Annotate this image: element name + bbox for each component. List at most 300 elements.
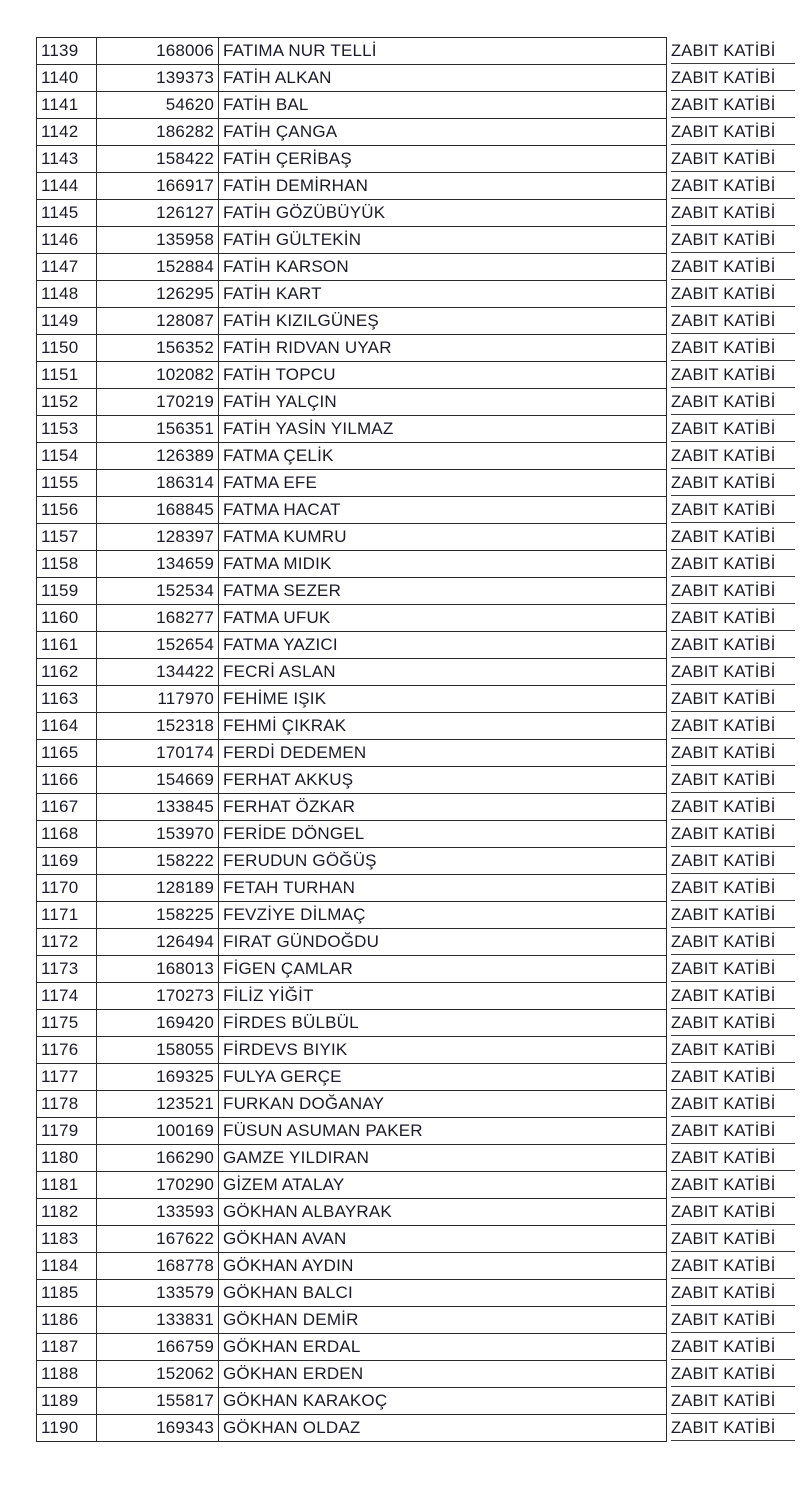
- table-row: [37, 92, 799, 119]
- registration-number: 126389: [97, 443, 219, 470]
- title-cell: [667, 389, 799, 416]
- title-cell: [667, 65, 799, 92]
- person-name: FATİH ALKAN: [219, 65, 667, 92]
- title-cell: [667, 740, 799, 767]
- person-name: GÖKHAN KARAKOÇ: [219, 1388, 667, 1415]
- job-title: ZABIT KATİBİ: [671, 417, 795, 442]
- row-number: 1175: [37, 1010, 97, 1037]
- table-row: [37, 1280, 799, 1307]
- registration-number: 133593: [97, 1199, 219, 1226]
- title-cell: [667, 605, 799, 632]
- registration-number: 156351: [97, 416, 219, 443]
- person-name: FERHAT ÖZKAR: [219, 794, 667, 821]
- person-name: FEHMİ ÇIKRAK: [219, 713, 667, 740]
- job-title: ZABIT KATİBİ: [671, 1146, 795, 1171]
- table-row: [37, 740, 799, 767]
- title-cell: [667, 227, 799, 254]
- registration-number: 100169: [97, 1118, 219, 1145]
- title-cell: [667, 686, 799, 713]
- title-cell: [667, 848, 799, 875]
- title-cell: [667, 983, 799, 1010]
- title-cell: [667, 929, 799, 956]
- registration-number: 168277: [97, 605, 219, 632]
- table-row: [37, 308, 799, 335]
- table-body: [37, 38, 799, 1442]
- person-name: GÖKHAN ALBAYRAK: [219, 1199, 667, 1226]
- title-cell: [667, 1037, 799, 1064]
- row-number: 1177: [37, 1064, 97, 1091]
- registration-number: 152884: [97, 254, 219, 281]
- table-row: [37, 38, 799, 65]
- registration-number: 167622: [97, 1226, 219, 1253]
- title-cell: [667, 821, 799, 848]
- person-name: FATMA KUMRU: [219, 524, 667, 551]
- title-cell: [667, 1253, 799, 1280]
- person-name: GÖKHAN OLDAZ: [219, 1415, 667, 1442]
- person-name: FATİH KIZILGÜNEŞ: [219, 308, 667, 335]
- person-name: FATİH ÇANGA: [219, 119, 667, 146]
- person-name: FEVZİYE DİLMAÇ: [219, 902, 667, 929]
- person-name: GÖKHAN AVAN: [219, 1226, 667, 1253]
- row-number: 1179: [37, 1118, 97, 1145]
- title-cell: [667, 1091, 799, 1118]
- row-number: 1164: [37, 713, 97, 740]
- table-row: [37, 65, 799, 92]
- registration-number: 139373: [97, 65, 219, 92]
- job-title: ZABIT KATİBİ: [671, 903, 795, 928]
- job-title: ZABIT KATİBİ: [671, 336, 795, 361]
- registration-number: 128397: [97, 524, 219, 551]
- registration-number: 133579: [97, 1280, 219, 1307]
- row-number: 1149: [37, 308, 97, 335]
- row-number: 1154: [37, 443, 97, 470]
- job-title: ZABIT KATİBİ: [671, 660, 795, 685]
- job-title: ZABIT KATİBİ: [671, 795, 795, 820]
- table-row: [37, 227, 799, 254]
- table-row: [37, 1334, 799, 1361]
- title-cell: [667, 551, 799, 578]
- row-number: 1182: [37, 1199, 97, 1226]
- row-number: 1161: [37, 632, 97, 659]
- table-row: [37, 254, 799, 281]
- job-title: ZABIT KATİBİ: [671, 1011, 795, 1036]
- registration-number: 170174: [97, 740, 219, 767]
- row-number: 1173: [37, 956, 97, 983]
- job-title: ZABIT KATİBİ: [671, 1227, 795, 1252]
- row-number: 1176: [37, 1037, 97, 1064]
- person-name: FATMA SEZER: [219, 578, 667, 605]
- title-cell: [667, 1415, 799, 1442]
- registration-number: 154669: [97, 767, 219, 794]
- registration-number: 102082: [97, 362, 219, 389]
- table-row: [37, 659, 799, 686]
- person-name: FETAH TURHAN: [219, 875, 667, 902]
- person-name: FERUDUN GÖĞÜŞ: [219, 848, 667, 875]
- row-number: 1162: [37, 659, 97, 686]
- job-title: ZABIT KATİBİ: [671, 1335, 795, 1360]
- row-number: 1152: [37, 389, 97, 416]
- row-number: 1160: [37, 605, 97, 632]
- title-cell: [667, 308, 799, 335]
- title-cell: [667, 902, 799, 929]
- title-cell: [667, 443, 799, 470]
- table-row: [37, 362, 799, 389]
- row-number: 1183: [37, 1226, 97, 1253]
- person-name: FATMA YAZICI: [219, 632, 667, 659]
- registration-number: 186314: [97, 470, 219, 497]
- table-row: [37, 794, 799, 821]
- registration-number: 169420: [97, 1010, 219, 1037]
- person-name: FİRDEVS BIYIK: [219, 1037, 667, 1064]
- job-title: ZABIT KATİBİ: [671, 174, 795, 199]
- row-number: 1189: [37, 1388, 97, 1415]
- title-cell: [667, 335, 799, 362]
- registration-number: 156352: [97, 335, 219, 362]
- person-name: FİGEN ÇAMLAR: [219, 956, 667, 983]
- title-cell: [667, 875, 799, 902]
- row-number: 1156: [37, 497, 97, 524]
- row-number: 1163: [37, 686, 97, 713]
- table-row: [37, 119, 799, 146]
- row-number: 1145: [37, 200, 97, 227]
- job-title: ZABIT KATİBİ: [671, 930, 795, 955]
- table-row: [37, 551, 799, 578]
- row-number: 1170: [37, 875, 97, 902]
- job-title: ZABIT KATİBİ: [671, 822, 795, 847]
- table-row: [37, 200, 799, 227]
- person-name: GÖKHAN ERDEN: [219, 1361, 667, 1388]
- title-cell: [667, 470, 799, 497]
- table-row: [37, 416, 799, 443]
- job-title: ZABIT KATİBİ: [671, 147, 795, 172]
- registration-number: 152654: [97, 632, 219, 659]
- title-cell: [667, 362, 799, 389]
- job-title: ZABIT KATİBİ: [671, 201, 795, 226]
- row-number: 1142: [37, 119, 97, 146]
- job-title: ZABIT KATİBİ: [671, 552, 795, 577]
- title-cell: [667, 92, 799, 119]
- job-title: ZABIT KATİBİ: [671, 1173, 795, 1198]
- row-number: 1146: [37, 227, 97, 254]
- row-number: 1166: [37, 767, 97, 794]
- registration-number: 170290: [97, 1172, 219, 1199]
- person-name: FATİH GÖZÜBÜYÜK: [219, 200, 667, 227]
- title-cell: [667, 119, 799, 146]
- registration-number: 170219: [97, 389, 219, 416]
- job-title: ZABIT KATİBİ: [671, 957, 795, 982]
- job-title: ZABIT KATİBİ: [671, 1200, 795, 1225]
- row-number: 1139: [37, 38, 97, 65]
- registration-number: 152062: [97, 1361, 219, 1388]
- table-row: [37, 1010, 799, 1037]
- registration-number: 158422: [97, 146, 219, 173]
- row-number: 1188: [37, 1361, 97, 1388]
- registration-number: 152534: [97, 578, 219, 605]
- table-row: [37, 1253, 799, 1280]
- job-title: ZABIT KATİBİ: [671, 768, 795, 793]
- table-row: [37, 146, 799, 173]
- registration-number: 169325: [97, 1064, 219, 1091]
- title-cell: [667, 1010, 799, 1037]
- registration-number: 126494: [97, 929, 219, 956]
- table-row: [37, 875, 799, 902]
- personnel-table: [36, 37, 799, 1442]
- job-title: ZABIT KATİBİ: [671, 714, 795, 739]
- row-number: 1184: [37, 1253, 97, 1280]
- job-title: ZABIT KATİBİ: [671, 1038, 795, 1063]
- table-row: [37, 389, 799, 416]
- table-row: [37, 902, 799, 929]
- row-number: 1180: [37, 1145, 97, 1172]
- table-row: [37, 173, 799, 200]
- row-number: 1185: [37, 1280, 97, 1307]
- table-row: [37, 713, 799, 740]
- table-row: [37, 848, 799, 875]
- table-row: [37, 1361, 799, 1388]
- table-row: [37, 335, 799, 362]
- person-name: GÖKHAN ERDAL: [219, 1334, 667, 1361]
- person-name: FATMA MIDIK: [219, 551, 667, 578]
- person-name: FERDİ DEDEMEN: [219, 740, 667, 767]
- person-name: GİZEM ATALAY: [219, 1172, 667, 1199]
- registration-number: 153970: [97, 821, 219, 848]
- row-number: 1140: [37, 65, 97, 92]
- title-cell: [667, 578, 799, 605]
- person-name: GÖKHAN BALCI: [219, 1280, 667, 1307]
- row-number: 1147: [37, 254, 97, 281]
- table-row: [37, 443, 799, 470]
- person-name: GAMZE YILDIRAN: [219, 1145, 667, 1172]
- table-row: [37, 578, 799, 605]
- title-cell: [667, 1064, 799, 1091]
- person-name: FATİH ÇERİBAŞ: [219, 146, 667, 173]
- registration-number: 158222: [97, 848, 219, 875]
- table-row: [37, 1307, 799, 1334]
- table-row: [37, 1226, 799, 1253]
- row-number: 1151: [37, 362, 97, 389]
- table-row: [37, 1415, 799, 1442]
- person-name: FATİH BAL: [219, 92, 667, 119]
- job-title: ZABIT KATİBİ: [671, 849, 795, 874]
- registration-number: 128189: [97, 875, 219, 902]
- row-number: 1186: [37, 1307, 97, 1334]
- table-row: [37, 929, 799, 956]
- row-number: 1150: [37, 335, 97, 362]
- job-title: ZABIT KATİBİ: [671, 309, 795, 334]
- person-name: FERHAT AKKUŞ: [219, 767, 667, 794]
- table-row: [37, 956, 799, 983]
- title-cell: [667, 1118, 799, 1145]
- registration-number: 134422: [97, 659, 219, 686]
- title-cell: [667, 794, 799, 821]
- job-title: ZABIT KATİBİ: [671, 255, 795, 280]
- registration-number: 155817: [97, 1388, 219, 1415]
- title-cell: [667, 1280, 799, 1307]
- table-row: [37, 281, 799, 308]
- registration-number: 169343: [97, 1415, 219, 1442]
- table-row: [37, 1145, 799, 1172]
- person-name: FATMA EFE: [219, 470, 667, 497]
- person-name: FATMA UFUK: [219, 605, 667, 632]
- job-title: ZABIT KATİBİ: [671, 606, 795, 631]
- job-title: ZABIT KATİBİ: [671, 633, 795, 658]
- row-number: 1165: [37, 740, 97, 767]
- job-title: ZABIT KATİBİ: [671, 984, 795, 1009]
- job-title: ZABIT KATİBİ: [671, 876, 795, 901]
- title-cell: [667, 254, 799, 281]
- job-title: ZABIT KATİBİ: [671, 444, 795, 469]
- job-title: ZABIT KATİBİ: [671, 1389, 795, 1414]
- registration-number: 126127: [97, 200, 219, 227]
- row-number: 1167: [37, 794, 97, 821]
- registration-number: 168845: [97, 497, 219, 524]
- person-name: FATİH DEMİRHAN: [219, 173, 667, 200]
- title-cell: [667, 1145, 799, 1172]
- job-title: ZABIT KATİBİ: [671, 1308, 795, 1333]
- table-row: [37, 1118, 799, 1145]
- table-row: [37, 1388, 799, 1415]
- job-title: ZABIT KATİBİ: [671, 471, 795, 496]
- job-title: ZABIT KATİBİ: [671, 1416, 795, 1441]
- person-name: FATMA HACAT: [219, 497, 667, 524]
- job-title: ZABIT KATİBİ: [671, 498, 795, 523]
- table-row: [37, 605, 799, 632]
- table-row: [37, 1199, 799, 1226]
- title-cell: [667, 281, 799, 308]
- row-number: 1141: [37, 92, 97, 119]
- title-cell: [667, 632, 799, 659]
- title-cell: [667, 1199, 799, 1226]
- registration-number: 123521: [97, 1091, 219, 1118]
- job-title: ZABIT KATİBİ: [671, 93, 795, 118]
- person-name: FEHİME IŞIK: [219, 686, 667, 713]
- title-cell: [667, 1226, 799, 1253]
- table-row: [37, 983, 799, 1010]
- person-name: FATİH KARSON: [219, 254, 667, 281]
- job-title: ZABIT KATİBİ: [671, 228, 795, 253]
- title-cell: [667, 713, 799, 740]
- person-name: FATMA ÇELİK: [219, 443, 667, 470]
- job-title: ZABIT KATİBİ: [671, 39, 795, 64]
- row-number: 1169: [37, 848, 97, 875]
- person-name: FATİH YALÇIN: [219, 389, 667, 416]
- person-name: GÖKHAN AYDIN: [219, 1253, 667, 1280]
- registration-number: 168013: [97, 956, 219, 983]
- row-number: 1178: [37, 1091, 97, 1118]
- registration-number: 158225: [97, 902, 219, 929]
- table-row: [37, 1064, 799, 1091]
- job-title: ZABIT KATİBİ: [671, 66, 795, 91]
- registration-number: 117970: [97, 686, 219, 713]
- row-number: 1159: [37, 578, 97, 605]
- registration-number: 126295: [97, 281, 219, 308]
- row-number: 1172: [37, 929, 97, 956]
- title-cell: [667, 146, 799, 173]
- job-title: ZABIT KATİBİ: [671, 1362, 795, 1387]
- person-name: FATİH TOPCU: [219, 362, 667, 389]
- person-name: FULYA GERÇE: [219, 1064, 667, 1091]
- job-title: ZABIT KATİBİ: [671, 1254, 795, 1279]
- person-name: FURKAN DOĞANAY: [219, 1091, 667, 1118]
- table-row: [37, 821, 799, 848]
- registration-number: 134659: [97, 551, 219, 578]
- registration-number: 168778: [97, 1253, 219, 1280]
- row-number: 1168: [37, 821, 97, 848]
- registration-number: 168006: [97, 38, 219, 65]
- row-number: 1157: [37, 524, 97, 551]
- person-name: FİRDES BÜLBÜL: [219, 1010, 667, 1037]
- registration-number: 152318: [97, 713, 219, 740]
- registration-number: 170273: [97, 983, 219, 1010]
- title-cell: [667, 200, 799, 227]
- table-row: [37, 524, 799, 551]
- person-name: FATİH RIDVAN UYAR: [219, 335, 667, 362]
- title-cell: [667, 1361, 799, 1388]
- job-title: ZABIT KATİBİ: [671, 363, 795, 388]
- row-number: 1171: [37, 902, 97, 929]
- registration-number: 166917: [97, 173, 219, 200]
- registration-number: 135958: [97, 227, 219, 254]
- row-number: 1158: [37, 551, 97, 578]
- person-name: FERİDE DÖNGEL: [219, 821, 667, 848]
- table-row: [37, 1172, 799, 1199]
- registration-number: 166759: [97, 1334, 219, 1361]
- person-name: GÖKHAN DEMİR: [219, 1307, 667, 1334]
- row-number: 1144: [37, 173, 97, 200]
- title-cell: [667, 524, 799, 551]
- person-name: FATİH KART: [219, 281, 667, 308]
- row-number: 1153: [37, 416, 97, 443]
- job-title: ZABIT KATİBİ: [671, 1092, 795, 1117]
- row-number: 1190: [37, 1415, 97, 1442]
- job-title: ZABIT KATİBİ: [671, 687, 795, 712]
- title-cell: [667, 497, 799, 524]
- title-cell: [667, 38, 799, 65]
- job-title: ZABIT KATİBİ: [671, 390, 795, 415]
- registration-number: 158055: [97, 1037, 219, 1064]
- registration-number: 133845: [97, 794, 219, 821]
- title-cell: [667, 1334, 799, 1361]
- registration-number: 128087: [97, 308, 219, 335]
- person-name: FATİH GÜLTEKİN: [219, 227, 667, 254]
- row-number: 1187: [37, 1334, 97, 1361]
- job-title: ZABIT KATİBİ: [671, 120, 795, 145]
- person-name: FİLİZ YİĞİT: [219, 983, 667, 1010]
- table-row: [37, 632, 799, 659]
- registration-number: 166290: [97, 1145, 219, 1172]
- title-cell: [667, 1172, 799, 1199]
- title-cell: [667, 767, 799, 794]
- job-title: ZABIT KATİBİ: [671, 1281, 795, 1306]
- title-cell: [667, 1307, 799, 1334]
- row-number: 1155: [37, 470, 97, 497]
- title-cell: [667, 956, 799, 983]
- registration-number: 133831: [97, 1307, 219, 1334]
- registration-number: 186282: [97, 119, 219, 146]
- table-row: [37, 767, 799, 794]
- person-name: FATIMA NUR TELLİ: [219, 38, 667, 65]
- job-title: ZABIT KATİBİ: [671, 579, 795, 604]
- registration-number: 54620: [97, 92, 219, 119]
- person-name: FÜSUN ASUMAN PAKER: [219, 1118, 667, 1145]
- title-cell: [667, 416, 799, 443]
- row-number: 1174: [37, 983, 97, 1010]
- row-number: 1148: [37, 281, 97, 308]
- person-name: FECRİ ASLAN: [219, 659, 667, 686]
- person-name: FATİH YASİN YILMAZ: [219, 416, 667, 443]
- table-row: [37, 686, 799, 713]
- title-cell: [667, 173, 799, 200]
